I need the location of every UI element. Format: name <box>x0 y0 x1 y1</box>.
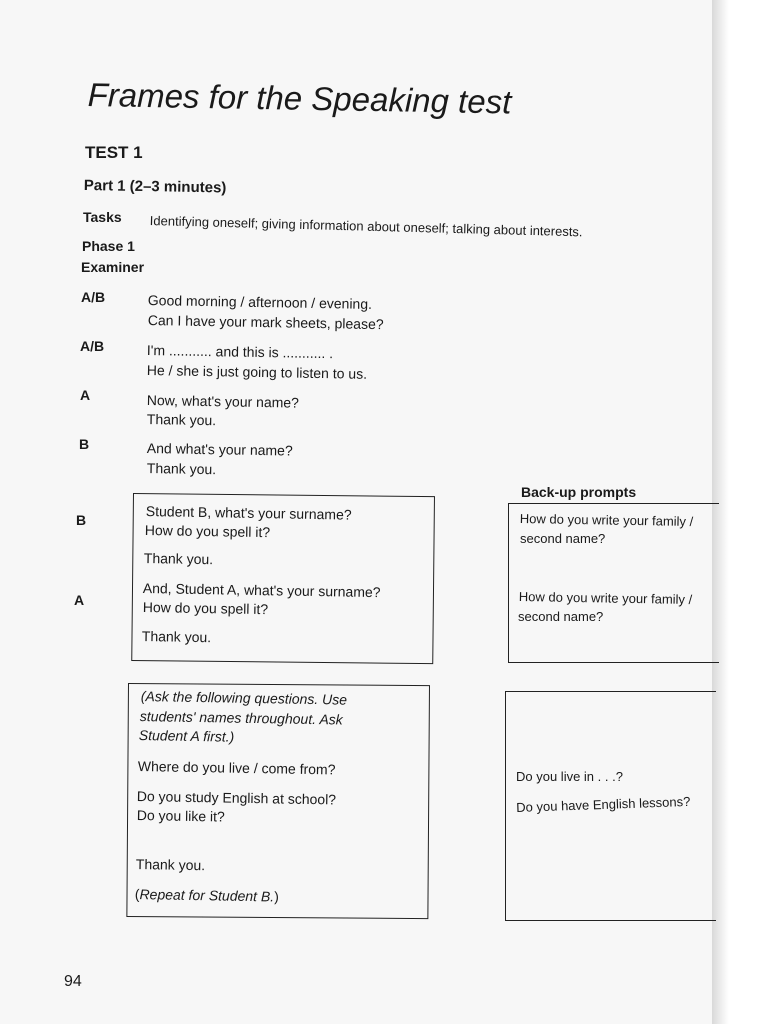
repeat-note: (Repeat for Student B.) <box>134 886 279 905</box>
box-line: How do you spell it? <box>142 599 269 618</box>
box-line: How do you spell it? <box>144 522 271 541</box>
page-gutter <box>712 0 768 1024</box>
backup-prompt: Do you live in . . .? <box>516 769 623 784</box>
dialogue-line: Now, what's your name? <box>146 392 300 411</box>
box-line: Thank you. <box>143 550 214 568</box>
question-line: Thank you. <box>135 856 206 874</box>
question-line: Do you study English at school? <box>136 788 337 808</box>
question-line: Do you like it? <box>136 807 225 825</box>
dialogue-line: Good morning / afternoon / evening. <box>147 292 373 312</box>
part-heading: Part 1 (2–3 minutes) <box>83 177 227 197</box>
tasks-label: Tasks <box>83 209 122 225</box>
speaker-label: B <box>76 512 87 528</box>
dialogue-line: He / she is just going to listen to us. <box>146 362 368 382</box>
examiner-heading: Examiner <box>81 259 145 275</box>
question-line: Where do you live / come from? <box>137 758 336 778</box>
speaker-label: A/B <box>81 289 106 305</box>
dialogue-line: Can I have your mark sheets, please? <box>147 312 384 333</box>
instruction-line: (Ask the following questions. Use <box>140 688 348 708</box>
speaker-label: B <box>79 436 90 452</box>
instruction-line: students' names throughout. Ask <box>139 708 343 728</box>
tasks-text: Identifying oneself; giving information about oneself; talking about interests. <box>149 213 583 240</box>
page-number: 94 <box>64 973 82 990</box>
speaker-label: A/B <box>80 338 105 354</box>
backup-heading: Back-up prompts <box>521 484 637 500</box>
dialogue-line: I'm ........... and this is ........... . <box>146 342 334 362</box>
backup-prompt: second name? <box>520 531 606 546</box>
dialogue-line: And what's your name? <box>146 440 293 459</box>
dialogue-line: Thank you. <box>146 411 217 429</box>
page-title: Frames for the Speaking test <box>87 76 512 121</box>
speaker-label: A <box>80 387 91 403</box>
backup-prompt: second name? <box>518 609 604 624</box>
backup-prompt: How do you write your family / <box>518 589 693 608</box>
speaker-label: A <box>74 592 85 608</box>
box-line: Student B, what's your surname? <box>145 503 352 523</box>
instruction-line: Student A first.) <box>138 727 235 745</box>
dialogue-line: Thank you. <box>146 460 217 478</box>
backup-prompt: Do you have English lessons? <box>516 793 691 815</box>
box-line: Thank you. <box>141 628 212 646</box>
backup-prompt: How do you write your family / <box>519 511 694 530</box>
test-heading: TEST 1 <box>85 143 143 162</box>
box-line: And, Student A, what's your surname? <box>142 580 381 601</box>
phase-heading: Phase 1 <box>82 238 135 254</box>
